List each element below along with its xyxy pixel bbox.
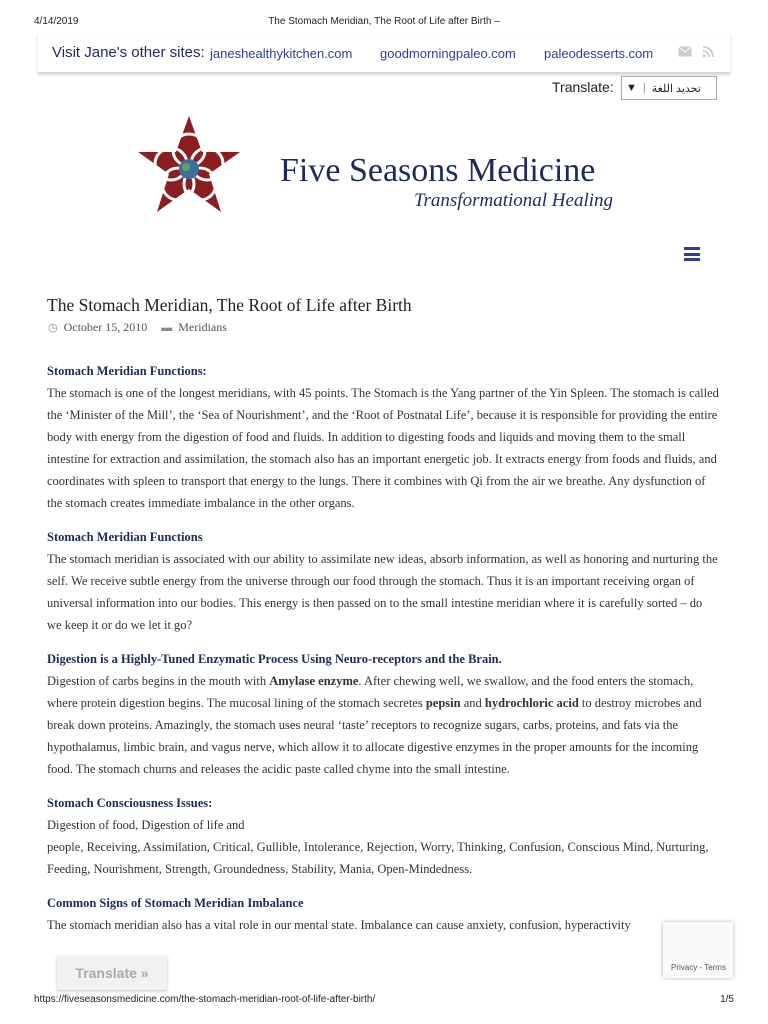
post-title: The Stomach Meridian, The Root of Life after Birth [47,295,412,315]
body-text: Digestion of carbs begins in the mouth with [47,674,270,688]
link-janeshealthykitchen[interactable]: janeshealthykitchen.com [210,46,353,61]
translate-floating-button[interactable]: Translate » [57,956,167,990]
post-meta [48,320,227,335]
rss-icon[interactable] [702,46,716,58]
post-content [47,360,719,948]
body-text: to destroy microbes and break down proteins. Amazingly, the stomach uses neural ‘taste’ receptors to recognize sugars, carbs, proteins, and fats via the hypothalamus, limbic brain, and vagus nerve, which allow it to allocate digestive enzymes in the proper amounts for the incoming food. The stomach churns and releases the acidic paste called chyme into the small intestine. [47,696,702,776]
five-seasons-logo-icon[interactable] [134,112,244,222]
site-brand[interactable] [280,152,613,211]
recaptcha-text: Privacy - Terms [671,963,726,972]
amylase-term: Amylase enzyme [269,674,359,688]
clock-icon: ◷ [48,322,58,334]
site-name: Five Seasons Medicine [280,152,596,189]
print-header [0,0,768,30]
print-footer [0,992,768,1012]
section-body [47,670,719,780]
section-heading: Stomach Consciousness Issues: [47,796,213,810]
language-select-value: تحديد اللغة [651,82,701,95]
language-select[interactable]: ▼ | تحديد اللغة [621,76,717,100]
post-date: October 15, 2010 [63,320,148,334]
folder-icon: ▬ [161,321,173,334]
dropdown-arrow-icon: ▼ [626,82,637,94]
section-consciousness [47,792,719,880]
other-sites-bar [38,34,730,73]
recaptcha-badge[interactable] [663,922,733,978]
post-category-link[interactable]: Meridians [178,320,227,334]
link-paleodesserts[interactable]: paleodesserts.com [544,46,654,61]
section-functions [47,360,719,514]
site-tagline: Transformational Healing [414,190,613,211]
section-body: The stomach meridian is associated with our ability to assimilate new ideas, absorb information, as well as honoring and nurturing the self. We receive subtle energy from the universe through our food through the stomach. Thus it is an important receiving organ of universal information into our bodies. This energy is then passed on to the small intestine meridian where it is carefully sorted – do we keep it or do we let it go? [47,552,718,632]
social-icons [678,46,716,58]
section-body [47,814,719,880]
link-goodmorningpaleo[interactable]: goodmorningpaleo.com [380,46,516,61]
section-body: The stomach is one of the longest meridians, with 45 points. The Stomach is the Yang partner of the Yin Spleen. The stomach is called the ‘Minister of the Mill’, the ‘Sea of Nourishment’, and the ‘Root of Postnatal Life’, because it is responsible for providing the entire body with energy from the digestion of food and fluids. In addition to digesting foods and liquids and moving them to the small intestine for extraction and assimilation, the stomach also has an important energetic job. It extracts energy from foods and fluids, and coordinates with spleen to transport that energy to the lungs. There it combines with Qi from the air we breathe. Any dysfunction of the stomach creates immediate imbalance in the other organs. [47,386,719,510]
body-text: and [460,696,485,710]
body-text: people, Receiving, Assimilation, Critical, Gullible, Intolerance, Rejection, Worry, Thinking, Confusion, Conscious Mind, Nurturing, Feeding, Nourishment, Strength, Groundedness, Stability, Mania, Open-Mindedness. [47,840,709,876]
body-line: Digestion of food, Digestion of life and [47,818,245,832]
print-page: 1/5 [720,994,734,1005]
print-date: 4/14/2019 [34,16,79,27]
print-url: https://fiveseasonsmedicine.com/the-stomach-meridian-root-of-life-after-birth/ [34,994,376,1005]
pepsin-term: pepsin [425,696,461,710]
translate-label: Translate: [552,79,614,95]
section-digestion [47,648,719,780]
section-heading: Digestion is a Highly-Tuned Enzymatic Process Using Neuro-receptors and the Brain. [47,652,502,666]
menu-icon[interactable] [684,247,700,261]
section-functions-2 [47,526,719,636]
section-heading: Stomach Meridian Functions: [47,364,207,378]
body-text: . After chewing well, we swallow, and the food enters the stomach, where protein digestion begins. The mucosal lining of the stomach secretes [47,674,694,710]
print-title: The Stomach Meridian, The Root of Life after Birth – [268,16,500,27]
email-icon[interactable] [678,46,692,58]
section-imbalance [47,892,719,936]
section-heading: Common Signs of Stomach Meridian Imbalance [47,896,304,910]
section-heading: Stomach Meridian Functions [47,530,203,544]
hcl-term: hydrochloric acid [484,696,579,710]
section-body: The stomach meridian also has a vital role in our mental state. Imbalance can cause anxiety, confusion, hyperactivity [47,918,631,932]
visit-label: Visit Jane's other sites: [52,44,205,61]
